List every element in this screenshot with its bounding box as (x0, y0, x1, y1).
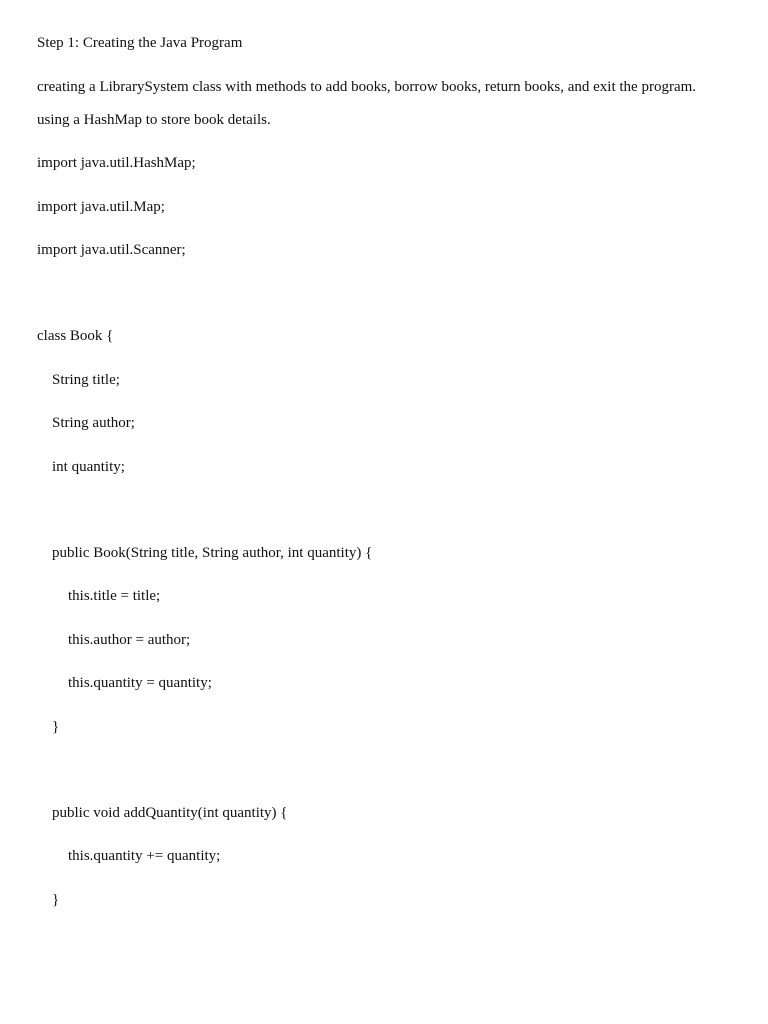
intro-line: creating a LibrarySystem class with methods to add books, borrow books, return books, and exit the program. (37, 79, 697, 95)
code-line: class Book { (37, 328, 114, 344)
code-line: int quantity; (52, 459, 125, 475)
code-line: } (52, 719, 60, 735)
code-line: import java.util.Map; (37, 199, 165, 215)
intro-line: using a HashMap to store book details. (37, 112, 271, 128)
code-line: public Book(String title, String author, int quantity) { (52, 545, 373, 561)
code-line: public void addQuantity(int quantity) { (52, 805, 288, 821)
code-line: } (52, 892, 60, 908)
code-line: import java.util.Scanner; (37, 242, 186, 258)
code-line: String author; (52, 415, 135, 431)
code-line: this.quantity += quantity; (68, 848, 221, 864)
document-heading: Step 1: Creating the Java Program (37, 35, 243, 51)
code-line: this.author = author; (68, 632, 191, 648)
code-line: String title; (52, 372, 120, 388)
code-line: this.title = title; (68, 588, 161, 604)
code-line: this.quantity = quantity; (68, 675, 212, 691)
code-line: import java.util.HashMap; (37, 155, 196, 171)
